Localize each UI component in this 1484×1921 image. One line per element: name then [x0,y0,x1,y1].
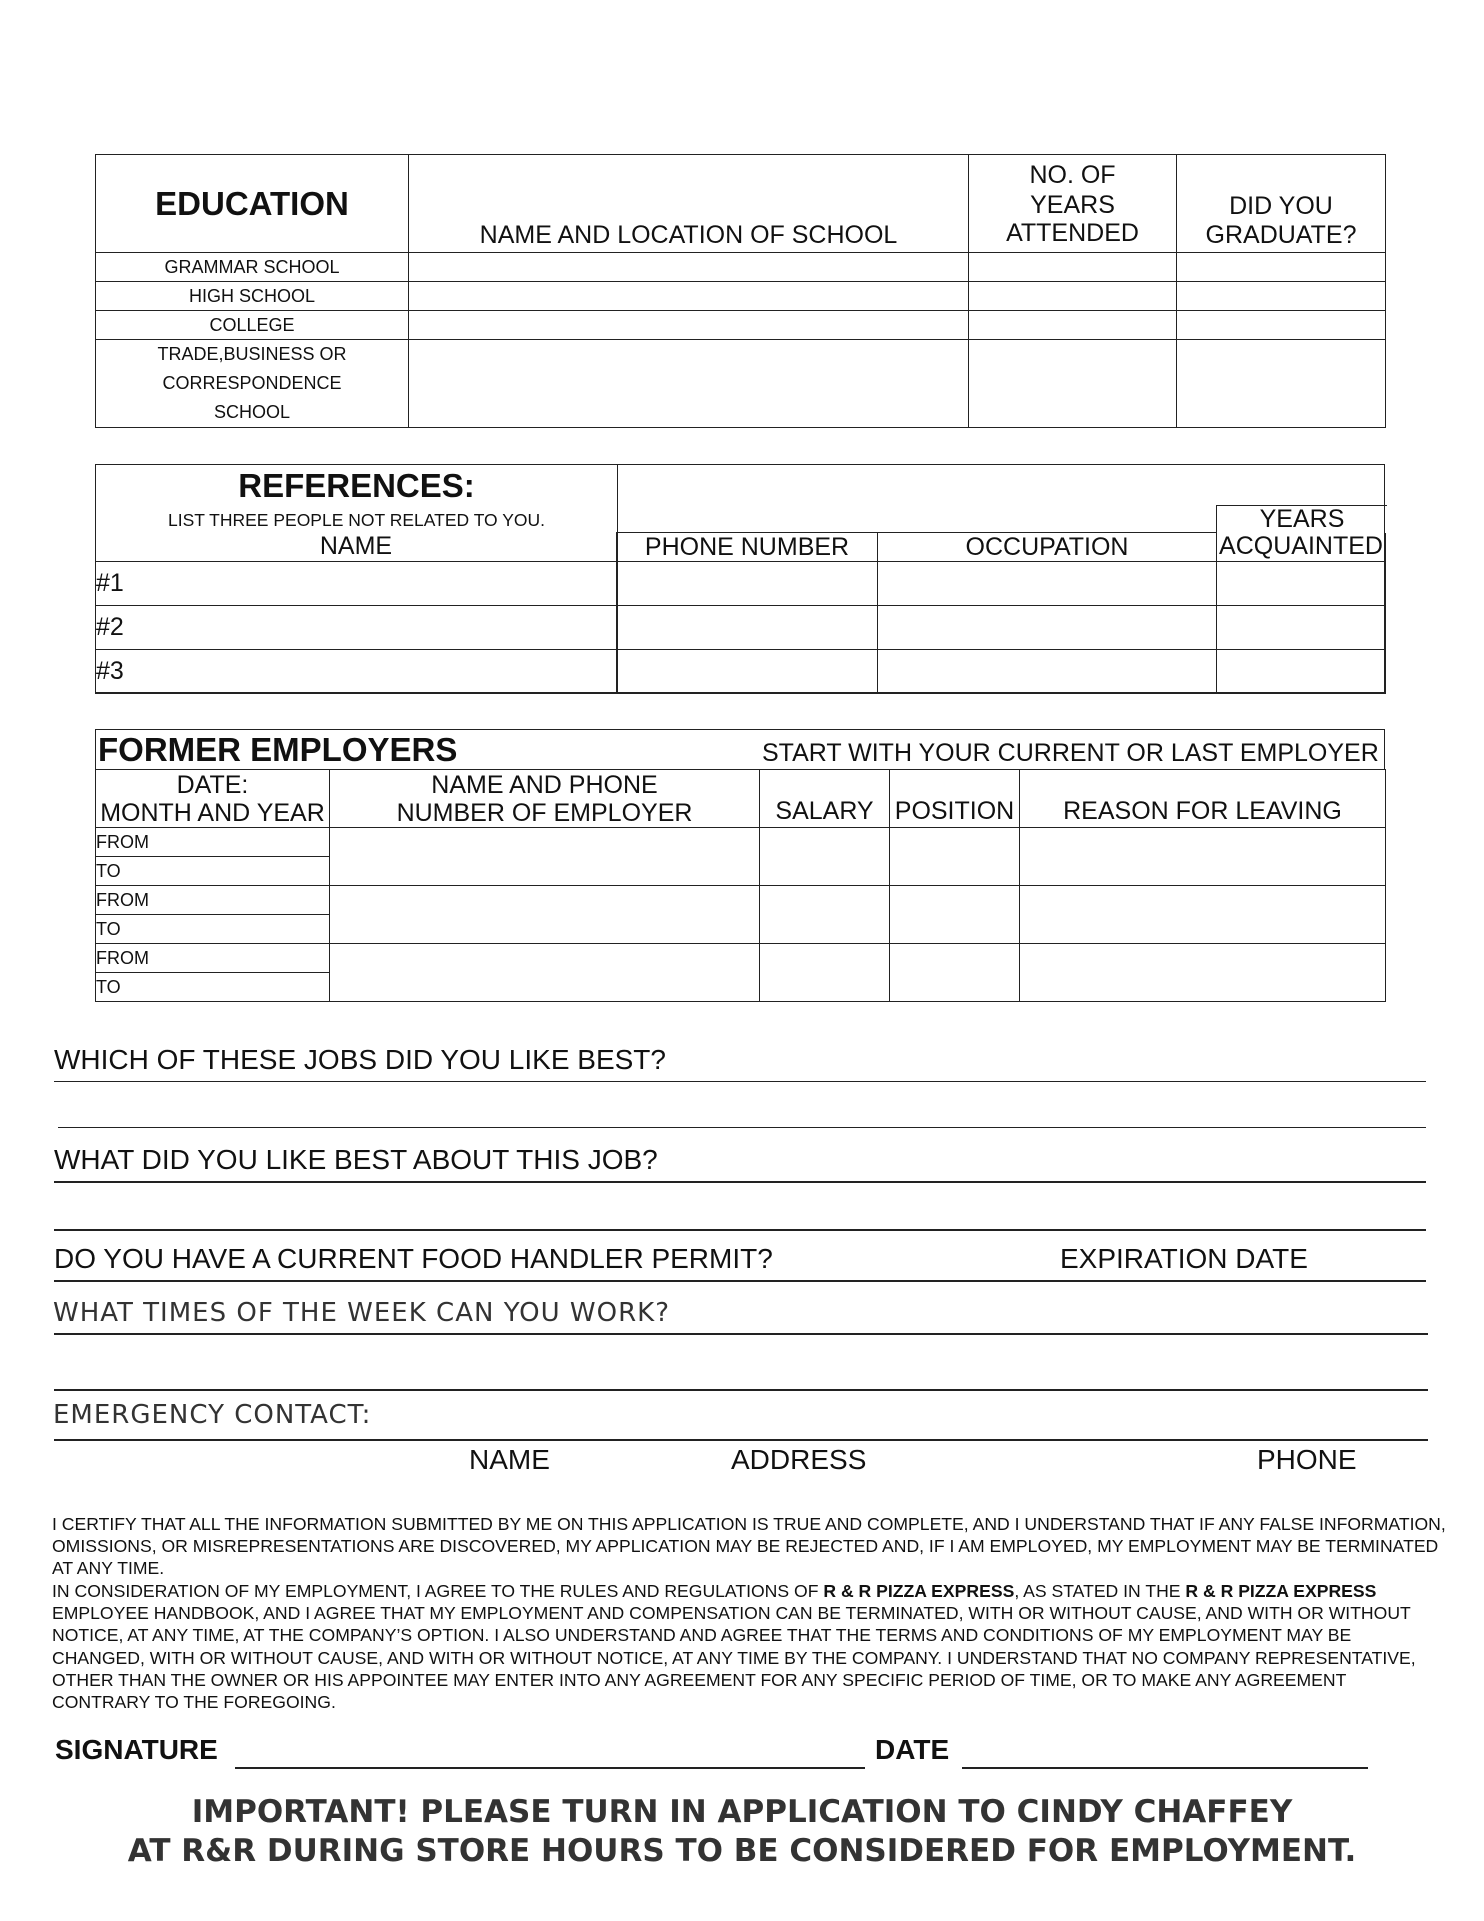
employer-3-salary-field[interactable] [760,944,890,1002]
reference-2-name-field[interactable]: #2 [96,606,617,650]
important-notice-line-1: IMPORTANT! PLEASE TURN IN APPLICATION TO CINDY CHAFFEY [191,1794,1293,1830]
references-table [95,532,1386,694]
employer-salary-header: SALARY [760,770,890,828]
employer-position-header: POSITION [890,770,1020,828]
expiration-date-label: EXPIRATION DATE [1060,1243,1308,1274]
company-name: R & R PIZZA EXPRESS [823,1581,1015,1601]
liked-about-answer-line-2[interactable] [54,1229,1426,1231]
employer-1-from-field[interactable]: FROM [96,828,330,857]
reference-3-years-field[interactable] [1217,650,1386,694]
employers-note: START WITH YOUR CURRENT OR LAST EMPLOYER [762,739,1379,767]
reference-3-occupation-field[interactable] [878,650,1217,694]
grammar-school-label: GRAMMAR SCHOOL [96,253,409,282]
company-name-2: R & R PIZZA EXPRESS [1185,1581,1377,1601]
date-label: DATE [875,1734,950,1765]
trade-school-years-field[interactable] [969,340,1177,428]
liked-best-question: WHICH OF THESE JOBS DID YOU LIKE BEST? [54,1044,666,1075]
employer-1-position-field[interactable] [890,828,1020,886]
reference-phone-header: PHONE NUMBER [617,533,878,562]
employer-2-position-field[interactable] [890,886,1020,944]
trade-school-label: TRADE,BUSINESS OR CORRESPONDENCE SCHOOL [96,340,409,428]
employer-3-position-field[interactable] [890,944,1020,1002]
employer-2-from-field[interactable]: FROM [96,886,330,915]
employer-reason-header: REASON FOR LEAVING [1020,770,1386,828]
employer-date-header: DATE: MONTH AND YEAR [96,770,330,828]
employer-name-header: NAME AND PHONE NUMBER OF EMPLOYER [330,770,760,828]
college-years-field[interactable] [969,311,1177,340]
reference-1-occupation-field[interactable] [878,562,1217,606]
college-label: COLLEGE [96,311,409,340]
work-times-question: WHAT TIMES OF THE WEEK CAN YOU WORK? [53,1298,671,1328]
employer-2-name-field[interactable] [330,886,760,944]
employers-header-bar [95,729,1385,769]
grammar-school-years-field[interactable] [969,253,1177,282]
references-subtitle: LIST THREE PEOPLE NOT RELATED TO YOU. [167,510,546,530]
education-table [95,154,1386,428]
reference-2-phone-field[interactable] [617,606,878,650]
food-permit-answer-line[interactable] [54,1280,1426,1282]
reference-years-header: ACQUAINTED [1217,533,1386,562]
emergency-contact-line[interactable] [54,1439,1428,1441]
reference-3-phone-field[interactable] [617,650,878,694]
grammar-school-graduated-field[interactable] [1177,253,1386,282]
food-permit-question: DO YOU HAVE A CURRENT FOOD HANDLER PERMIT? [54,1243,773,1274]
liked-best-answer-line-2[interactable] [58,1127,1426,1128]
employers-table [95,769,1386,1002]
references-title: REFERENCES: [238,467,475,504]
employer-3-reason-field[interactable] [1020,944,1386,1002]
school-name-header: NAME AND LOCATION OF SCHOOL [409,155,969,253]
trade-school-graduated-field[interactable] [1177,340,1386,428]
employer-1-to-field[interactable]: TO [96,857,330,886]
work-times-answer-line-2[interactable] [54,1389,1428,1391]
high-school-label: HIGH SCHOOL [96,282,409,311]
college-graduated-field[interactable] [1177,311,1386,340]
employer-2-to-field[interactable]: TO [96,915,330,944]
work-times-answer-line-1[interactable] [54,1333,1428,1335]
years-attended-header: NO. OF YEARS ATTENDED [969,155,1177,253]
employer-1-reason-field[interactable] [1020,828,1386,886]
employer-2-salary-field[interactable] [760,886,890,944]
important-notice-line-2: AT R&R DURING STORE HOURS TO BE CONSIDERED FOR EMPLOYMENT. [127,1833,1357,1869]
high-school-years-field[interactable] [969,282,1177,311]
emergency-contact-label: EMERGENCY CONTACT: [53,1400,372,1430]
trade-school-name-field[interactable] [409,340,969,428]
college-name-field[interactable] [409,311,969,340]
years-acquainted-header: YEARS [1216,505,1387,534]
signature-line[interactable] [235,1767,865,1769]
high-school-name-field[interactable] [409,282,969,311]
emergency-name-label: NAME [469,1444,550,1475]
grammar-school-name-field[interactable] [409,253,969,282]
emergency-address-label: ADDRESS [731,1444,867,1475]
date-line[interactable] [962,1767,1368,1769]
reference-occupation-header: OCCUPATION [878,533,1217,562]
reference-1-name-field[interactable]: #1 [96,562,617,606]
liked-best-answer-line-1[interactable] [54,1081,1426,1082]
liked-about-question: WHAT DID YOU LIKE BEST ABOUT THIS JOB? [54,1144,658,1175]
signature-label: SIGNATURE [55,1734,218,1765]
liked-about-answer-line-1[interactable] [54,1181,1426,1183]
employer-1-name-field[interactable] [330,828,760,886]
education-title-cell [96,155,409,253]
employer-3-from-field[interactable]: FROM [96,944,330,973]
certification-paragraph-2: IN CONSIDERATION OF MY EMPLOYMENT, I AGREE TO THE RULES AND REGULATIONS OF R & R PIZZA EXPRESS, AS STATED IN THE R & R PIZZA EXPRESS EMPLOYEE HANDBOOK, AND I AGREE THAT MY EMPLOYMENT AND COMPENSATION CAN BE TERMINATED, WITH OR WITHOUT CAUSE, AND WITH OR WITHOUT NOTICE, AT ANY TIME, AT THE COMPANY’S OPTION. I ALSO UNDERSTAND AND AGREE THAT THE TERMS AND CONDITIONS OF MY EMPLOYMENT MAY BE CHANGED, WITH OR WITHOUT CAUSE, AND WITH OR WITHOUT NOTICE, AT ANY TIME BY THE COMPANY. I UNDERSTAND THAT NO COMPANY REPRESENTATIVE, OTHER THAN THE OWNER OR HIS APPOINTEE MAY ENTER INTO ANY AGREEMENT FOR ANY SPECIFIC PERIOD OF TIME, OR TO MAKE ANY AGREEMENT CONTRARY TO THE FOREGOING. [52,1581,1416,1713]
reference-2-occupation-field[interactable] [878,606,1217,650]
certification-paragraph-1: I CERTIFY THAT ALL THE INFORMATION SUBMITTED BY ME ON THIS APPLICATION IS TRUE AND COMPLETE, AND I UNDERSTAND THAT IF ANY FALSE INFORMATION, OMISSIONS, OR MISREPRESENTATIONS ARE DISCOVERED, MY APPLICATION MAY BE REJECTED AND, IF I AM EMPLOYED, MY EMPLOYMENT MAY BE TERMINATED AT ANY TIME. [52,1514,1446,1579]
employer-3-name-field[interactable] [330,944,760,1002]
reference-name-header: NAME [96,533,617,562]
reference-3-name-field[interactable]: #3 [96,650,617,694]
reference-2-years-field[interactable] [1217,606,1386,650]
employer-1-salary-field[interactable] [760,828,890,886]
employers-title: FORMER EMPLOYERS [98,731,458,768]
emergency-phone-label: PHONE [1257,1444,1357,1475]
reference-1-years-field[interactable] [1217,562,1386,606]
graduate-header: DID YOU GRADUATE? [1177,155,1386,253]
high-school-graduated-field[interactable] [1177,282,1386,311]
employer-3-to-field[interactable]: TO [96,973,330,1002]
education-title: EDUCATION [155,184,349,222]
reference-1-phone-field[interactable] [617,562,878,606]
employer-2-reason-field[interactable] [1020,886,1386,944]
